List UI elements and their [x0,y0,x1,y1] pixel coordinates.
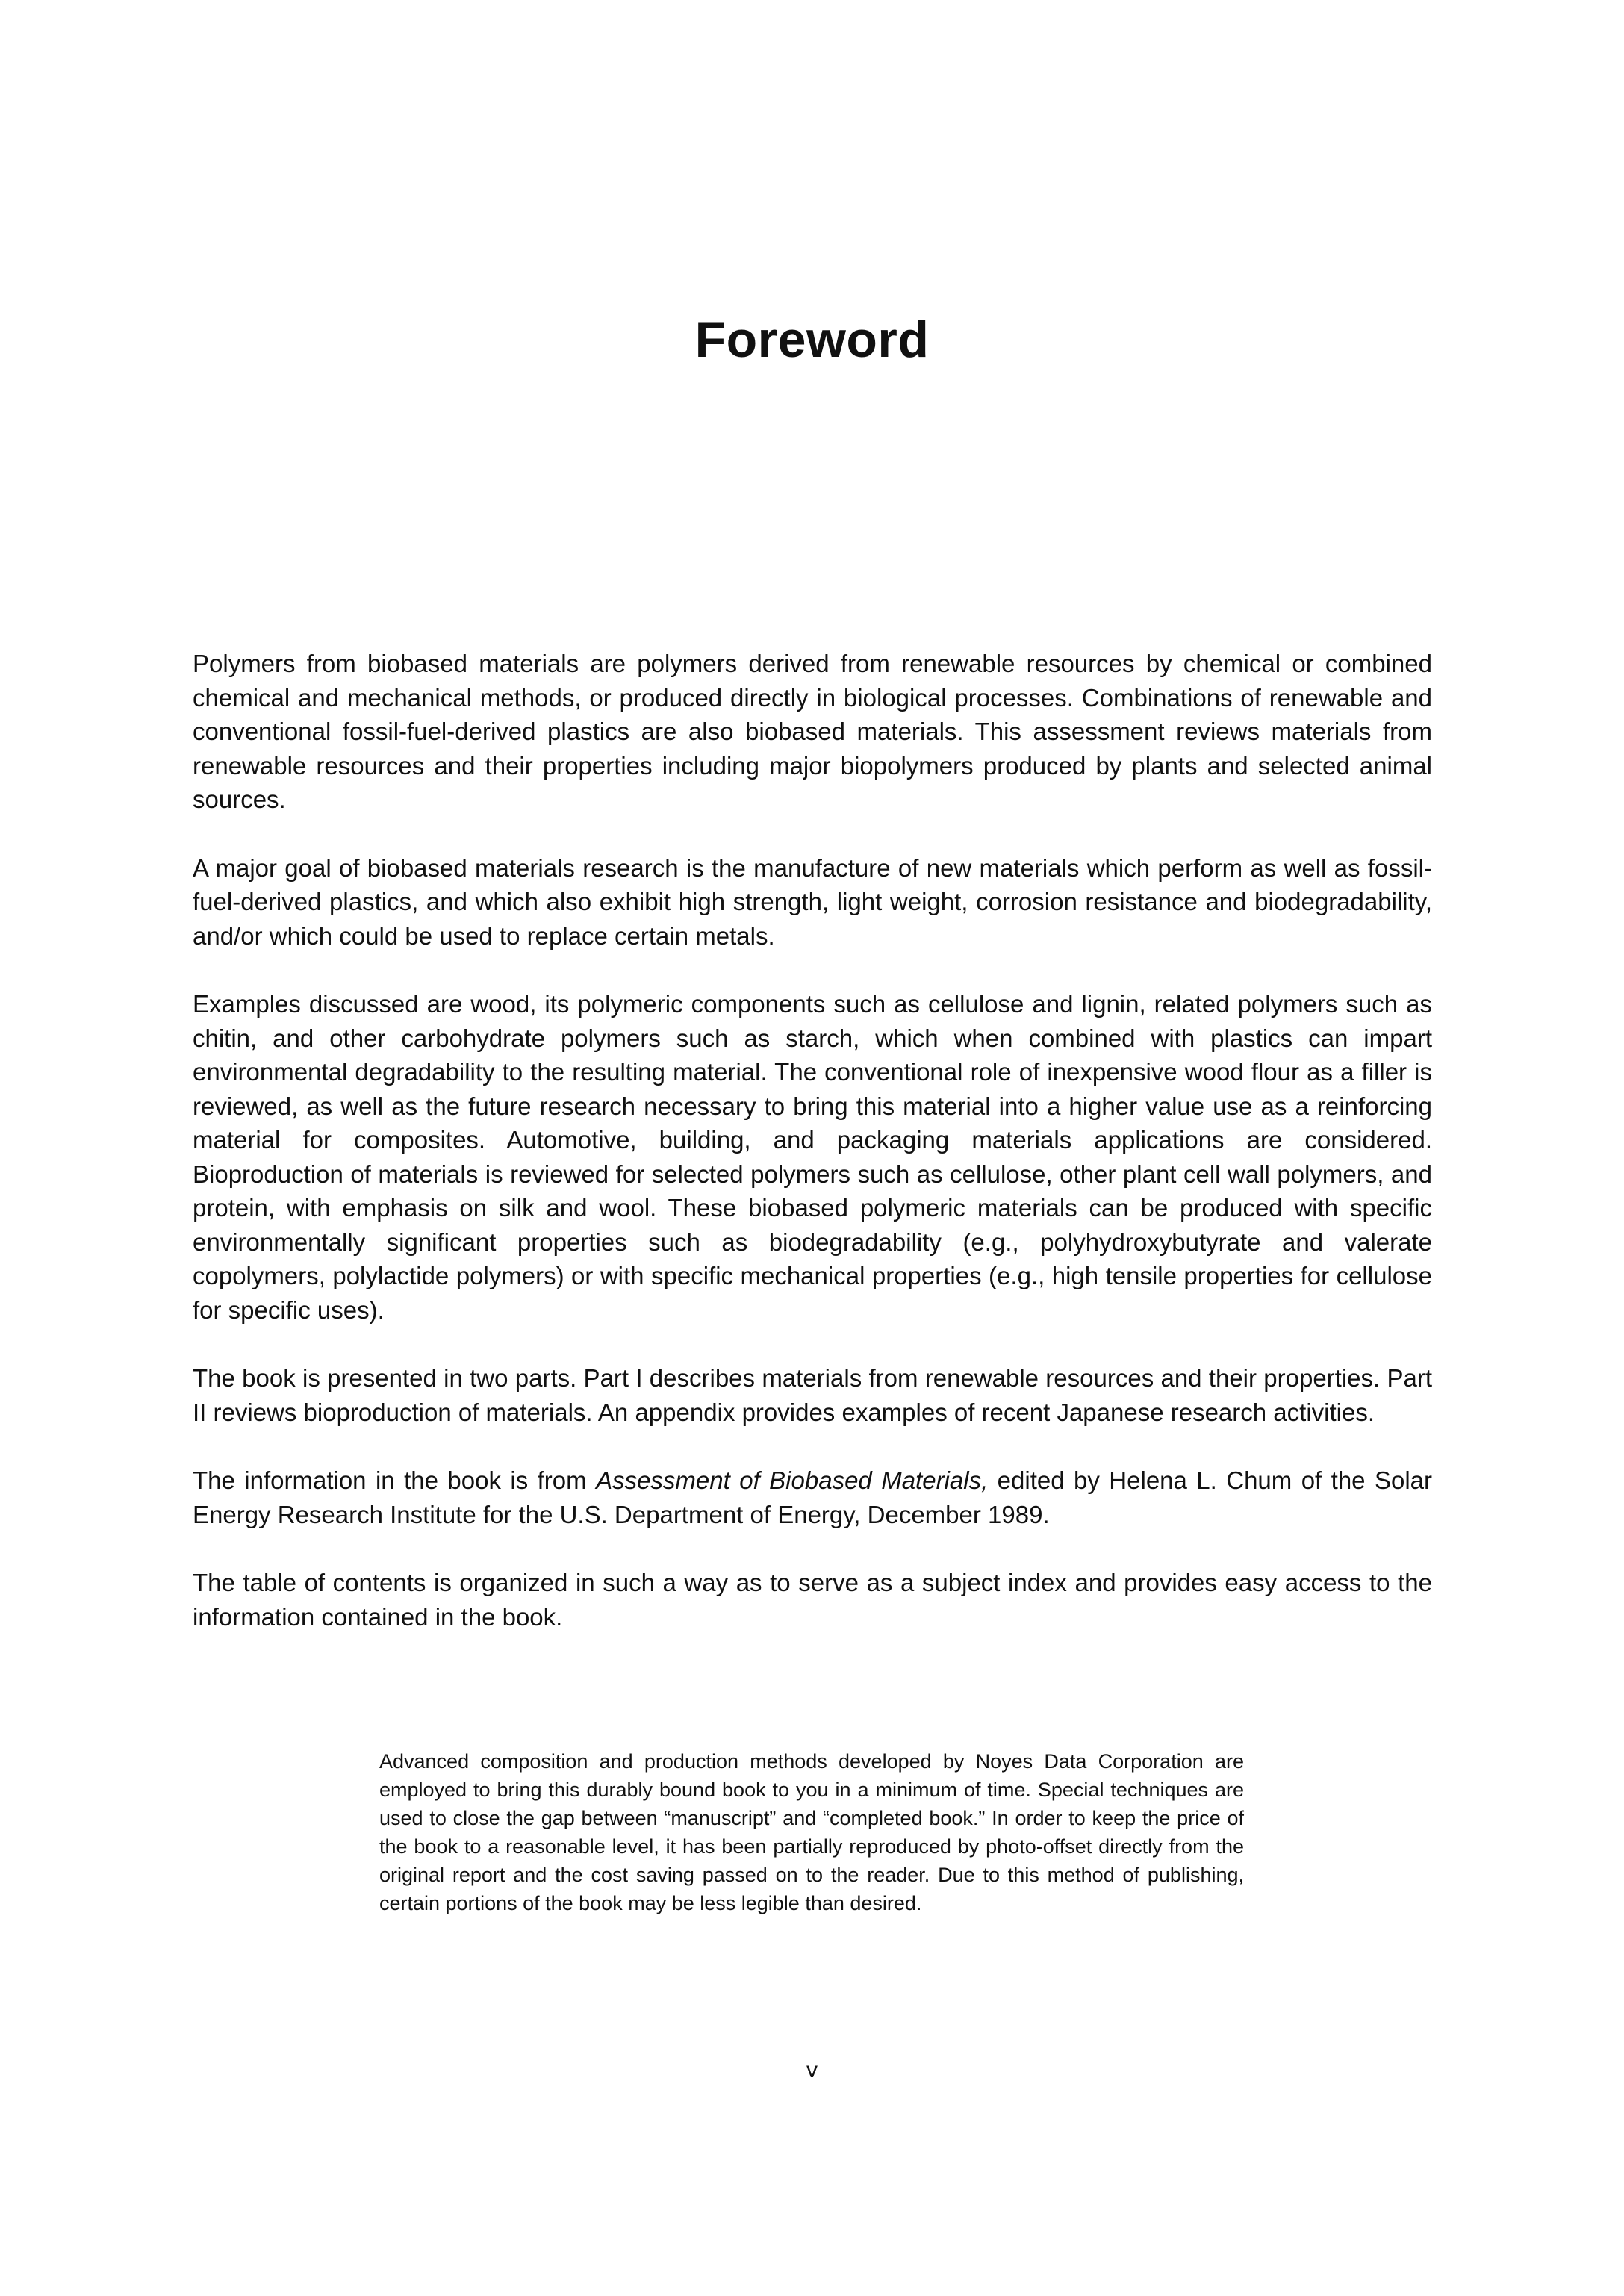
paragraph-book-structure: The book is presented in two parts. Part I describes materials from renewable resources and their properties. Part II reviews bioproduction of materials. An appendix provides examples of recent Japanese research activities. [193,1364,1432,1426]
page-number: v [806,2058,818,2082]
page-title: Foreword [694,311,930,368]
paragraph-source [193,1463,1432,1531]
source-intro-text: The information in the book is from [193,1466,597,1494]
paragraph-research-goal: A major goal of biobased materials research is the manufacture of new materials which perform as well as fossil-fuel-derived plastics, and which also exhibit high strength, light weight, corrosion resistance and biodegradability, and/or which could be used to replace certain metals. [193,853,1432,950]
paragraph-biobased-definition: Polymers from biobased materials are polymers derived from renewable resources by chemical or combined chemical and mechanical methods, or produced directly in biological processes. Combinations of renewable and conventional fossil-fuel-derived plastics are also biobased materials. This assessment reviews materials from renewable resources and their properties including major biopolymers produced by plants and selected animal sources. [193,650,1432,813]
paragraph-table-of-contents: The table of contents is organized in such a way as to serve as a subject index and provides easy access to the information contained in the book. [193,1569,1432,1631]
paragraph-examples: Examples discussed are wood, its polymeric components such as cellulose and lignin, related polymers such as chitin, and other carbohydrate polymers such as starch, which when combined with plastics can impart environmental degradability to the resulting material. The conventional role of inexpensive wood flour as a filler is reviewed, as well as the future research necessary to bring this material into a higher value use as a reinforcing material for composites. Automotive, building, and packaging materials applications are considered. Bioproduction of materials is reviewed for selected polymers such as cellulose, other plant cell wall polymers, and protein, with emphasis on silk and wool. These biobased polymeric materials can be produced with specific environmentally significant properties such as biodegradability (e.g., polyhydroxybutyrate and valerate copolymers, polylactide polymers) or with specific mechanical properties (e.g., high tensile properties for cellulose for specific uses). [193,990,1432,1324]
source-details-text: edited by Helena L. Chum of the Solar Energy Research Institute for the U.S. Department of Energy, December 1989. [193,1466,1432,1528]
source-report-title: Assessment of Biobased Materials, [596,1466,989,1494]
publisher-notice: Advanced composition and production methods developed by Noyes Data Corporation are employed to bring this durably bound book to you in a minimum of time. Special techniques are used to close the gap between “manuscript” and “completed book.” In order to keep the price of the book to a reasonable level, it has been partially reproduced by photo-offset directly from the original report and the cost saving passed on to the reader. Due to this method of publishing, certain portions of the book may be less legible than desired. [379,1750,1244,1914]
foreword-body [193,647,1432,1634]
